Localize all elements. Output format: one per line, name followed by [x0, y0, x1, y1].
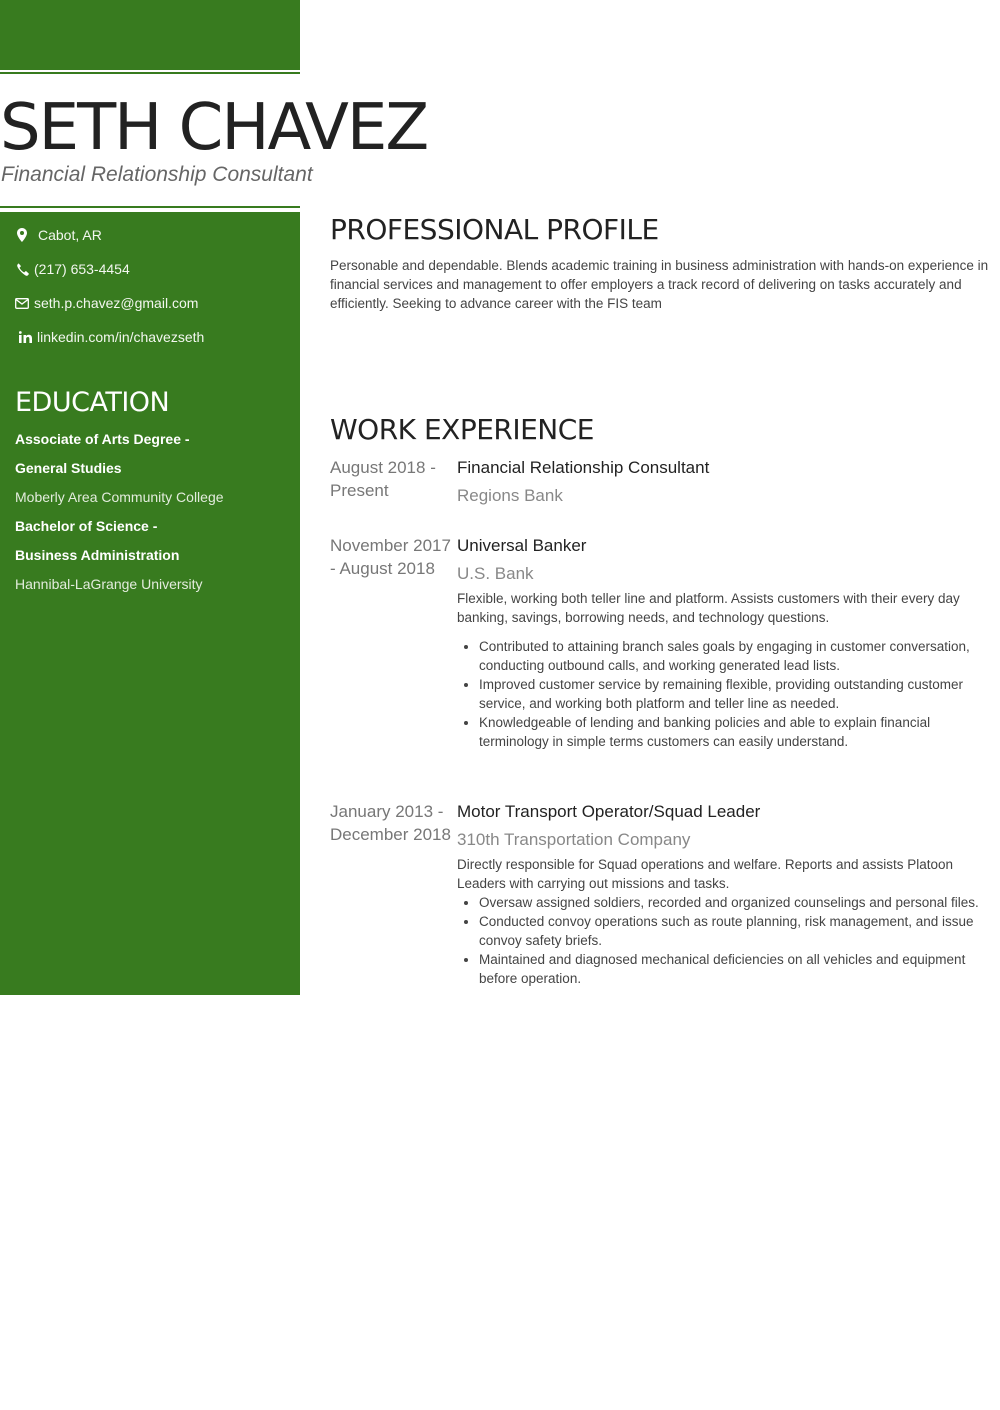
phone-icon — [15, 262, 29, 276]
education-degree-2-line1: Bachelor of Science - — [15, 518, 158, 534]
contact-phone — [15, 259, 130, 279]
job-2-role: Universal Banker — [457, 536, 587, 555]
education-school-2: Hannibal-LaGrange University — [15, 576, 203, 592]
job-2-dates: November 2017 - August 2018 — [330, 536, 451, 578]
job-3-description: Directly responsible for Squad operations and welfare. Reports and assists Platoon Leaders with carrying out missions and tasks. — [457, 857, 954, 891]
candidate-title: Financial Relationship Consultant — [1, 163, 313, 186]
job-2-description: Flexible, working both teller line and platform. Assists customers with their every day banking, savings, borrowing needs, and technology questions. — [457, 591, 960, 625]
job-3-dates: January 2013 - December 2018 — [330, 802, 451, 844]
education-heading: EDUCATION — [15, 387, 170, 418]
contact-linkedin[interactable] — [15, 327, 204, 347]
education-degree-2-line2: Business Administration — [15, 547, 180, 563]
job-2-bullets — [457, 637, 992, 751]
header-accent-block — [0, 0, 300, 70]
sidebar — [0, 212, 300, 995]
candidate-name: SETH CHAVEZ — [0, 91, 428, 165]
linkedin-icon — [18, 330, 32, 344]
map-marker-icon — [15, 228, 29, 242]
contact-email[interactable] — [15, 293, 198, 313]
job-3-bullets — [457, 893, 992, 988]
education-degree-1-line1: Associate of Arts Degree - — [15, 431, 190, 447]
job-3-role: Motor Transport Operator/Squad Leader — [457, 802, 761, 821]
list-item: • Conducted convoy operations such as route planning, risk management, and issue convoy safety briefs. — [479, 912, 992, 950]
experience-heading: WORK EXPERIENCE — [330, 413, 594, 446]
contact-location — [15, 225, 102, 245]
job-1-dates: August 2018 - Present — [330, 458, 436, 500]
header-rule-bottom — [0, 206, 300, 208]
job-1-company: Regions Bank — [457, 486, 563, 505]
education-school-1: Moberly Area Community College — [15, 489, 224, 505]
profile-text: Personable and dependable. Blends academic training in business administration with hands-on experience in financial services and management to offer employers a track record of delivering on tasks accurately and efficiently. Seeking to advance career with the FIS team — [330, 258, 989, 311]
contact-location-text: Cabot, AR — [38, 227, 102, 243]
job-2-company: U.S. Bank — [457, 564, 534, 583]
education-degree-1-line2: General Studies — [15, 460, 122, 476]
envelope-icon — [15, 296, 29, 310]
contact-email-text[interactable]: seth.p.chavez@gmail.com — [34, 295, 199, 311]
profile-heading: PROFESSIONAL PROFILE — [330, 213, 659, 246]
list-item: • Improved customer service by remaining flexible, providing outstanding customer service, and working both platform and teller line as needed. — [479, 675, 992, 713]
list-item: • Knowledgeable of lending and banking policies and able to explain financial terminology in simple terms customers can easily understand. — [479, 713, 992, 751]
contact-linkedin-text[interactable]: linkedin.com/in/chavezseth — [37, 329, 205, 345]
contact-phone-text: (217) 653-4454 — [34, 261, 130, 277]
list-item: • Oversaw assigned soldiers, recorded and organized counselings and personal files. — [479, 893, 992, 912]
header-rule-top — [0, 72, 300, 74]
job-3-company: 310th Transportation Company — [457, 830, 691, 849]
list-item: • Maintained and diagnosed mechanical deficiencies on all vehicles and equipment before operation. — [479, 950, 992, 988]
list-item: • Contributed to attaining branch sales goals by engaging in customer conversation, conducting outbound calls, and working generated lead lists. — [479, 637, 992, 675]
job-1-role: Financial Relationship Consultant — [457, 458, 710, 477]
